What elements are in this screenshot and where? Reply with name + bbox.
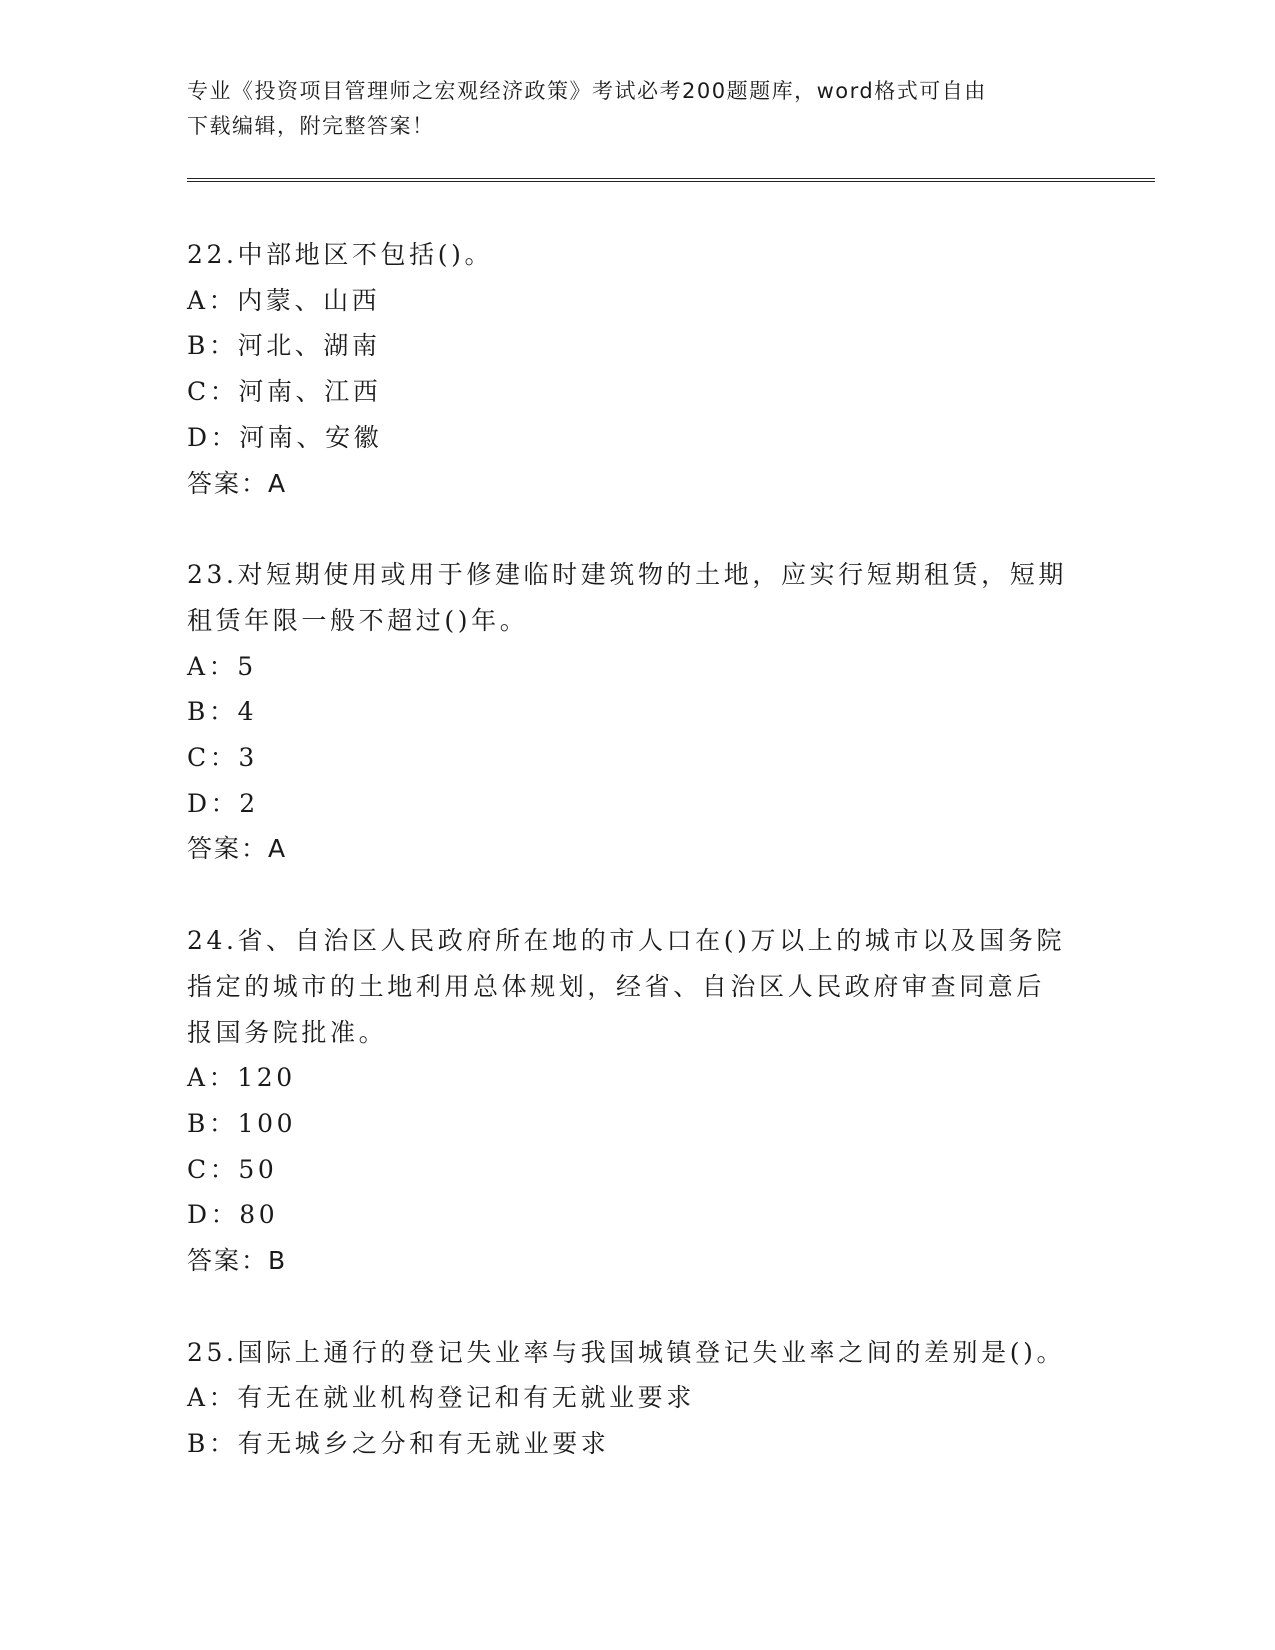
option-separator: ： <box>208 697 238 727</box>
question-25 <box>187 1330 1087 1467</box>
option-a <box>187 278 1087 324</box>
answer-label: 答案： <box>187 468 269 498</box>
header-line-1: 专业《投资项目管理师之宏观经济政策》考试必考200题题库，word格式可自由 <box>187 79 987 103</box>
option-text: 河南、安徽 <box>239 422 383 452</box>
option-text: 100 <box>237 1108 297 1138</box>
stem-line: 租赁年限一般不超过()年。 <box>187 605 529 635</box>
option-text: 80 <box>239 1200 279 1230</box>
stem-line: 指定的城市的土地利用总体规划，经省、自治区人民政府审查同意后 <box>187 971 1046 1001</box>
option-b <box>187 323 1087 369</box>
question-22 <box>187 232 1087 506</box>
option-separator: ： <box>208 331 238 361</box>
option-a <box>187 1375 1087 1421</box>
option-text: 3 <box>238 743 258 773</box>
answer-value: B <box>268 1246 288 1276</box>
question-23 <box>187 552 1087 872</box>
option-key: A <box>187 1063 209 1093</box>
option-key: B <box>187 697 209 727</box>
answer-line <box>187 1238 1087 1284</box>
answer-value: A <box>268 834 288 864</box>
option-key: B <box>187 1429 209 1459</box>
option-text: 河南、江西 <box>238 377 382 407</box>
option-separator: ： <box>209 743 239 773</box>
question-24 <box>187 918 1087 1284</box>
option-text: 2 <box>239 788 259 818</box>
option-key: C <box>187 1154 210 1184</box>
option-text: 50 <box>238 1154 278 1184</box>
stem-line: 22.中部地区不包括()。 <box>187 240 494 269</box>
option-c <box>187 735 1087 781</box>
answer-label: 答案： <box>187 1246 269 1276</box>
option-separator: ： <box>208 285 238 315</box>
option-key: D <box>187 788 211 818</box>
option-text: 4 <box>237 697 258 727</box>
option-key: B <box>187 331 209 361</box>
question-stem <box>187 232 1087 278</box>
option-c <box>187 369 1087 415</box>
option-a <box>187 1055 1087 1101</box>
answer-line <box>187 461 1087 507</box>
stem-line: 23.对短期使用或用于修建临时建筑物的土地，应实行短期租赁，短期 <box>187 560 1067 590</box>
option-separator: ： <box>208 1063 238 1093</box>
option-text: 河北、湖南 <box>237 331 381 361</box>
option-separator: ： <box>210 422 240 452</box>
option-key: B <box>187 1108 209 1138</box>
option-key: D <box>187 422 211 452</box>
option-text: 有无在就业机构登记和有无就业要求 <box>237 1383 695 1413</box>
option-b <box>187 1421 1087 1467</box>
answer-value: A <box>268 468 288 498</box>
stem-line: 报国务院批准。 <box>187 1017 388 1047</box>
option-text: 内蒙、山西 <box>237 285 381 315</box>
option-key: C <box>187 743 210 773</box>
option-separator: ： <box>208 651 238 681</box>
option-b <box>187 689 1087 735</box>
question-stem <box>187 918 1087 1055</box>
header-divider <box>187 178 1155 182</box>
stem-line: 25.国际上通行的登记失业率与我国城镇登记失业率之间的差别是()。 <box>187 1337 1066 1367</box>
header-line-2: 下载编辑，附完整答案！ <box>187 114 435 138</box>
option-separator: ： <box>210 1200 240 1230</box>
option-a <box>187 644 1087 690</box>
option-key: D <box>187 1200 211 1230</box>
option-d <box>187 415 1087 461</box>
option-d <box>187 781 1087 827</box>
option-separator: ： <box>208 1108 238 1138</box>
option-key: A <box>187 1383 209 1413</box>
option-separator: ： <box>209 1154 239 1184</box>
document-header <box>187 74 1067 144</box>
option-key: A <box>187 651 209 681</box>
option-separator: ： <box>208 1383 238 1413</box>
option-c <box>187 1147 1087 1193</box>
question-list <box>187 232 1087 1513</box>
answer-line <box>187 826 1087 872</box>
option-key: A <box>187 285 209 315</box>
option-text: 120 <box>237 1063 296 1093</box>
option-separator: ： <box>209 377 239 407</box>
option-d <box>187 1192 1087 1238</box>
question-stem <box>187 552 1087 643</box>
option-text: 有无城乡之分和有无就业要求 <box>237 1429 610 1459</box>
option-b <box>187 1101 1087 1147</box>
option-key: C <box>187 377 210 407</box>
answer-label: 答案： <box>187 834 269 864</box>
question-stem <box>187 1330 1087 1376</box>
option-text: 5 <box>237 651 257 681</box>
option-separator: ： <box>208 1429 238 1459</box>
option-separator: ： <box>210 788 240 818</box>
stem-line: 24.省、自治区人民政府所在地的市人口在()万以上的城市以及国务院 <box>187 926 1066 956</box>
